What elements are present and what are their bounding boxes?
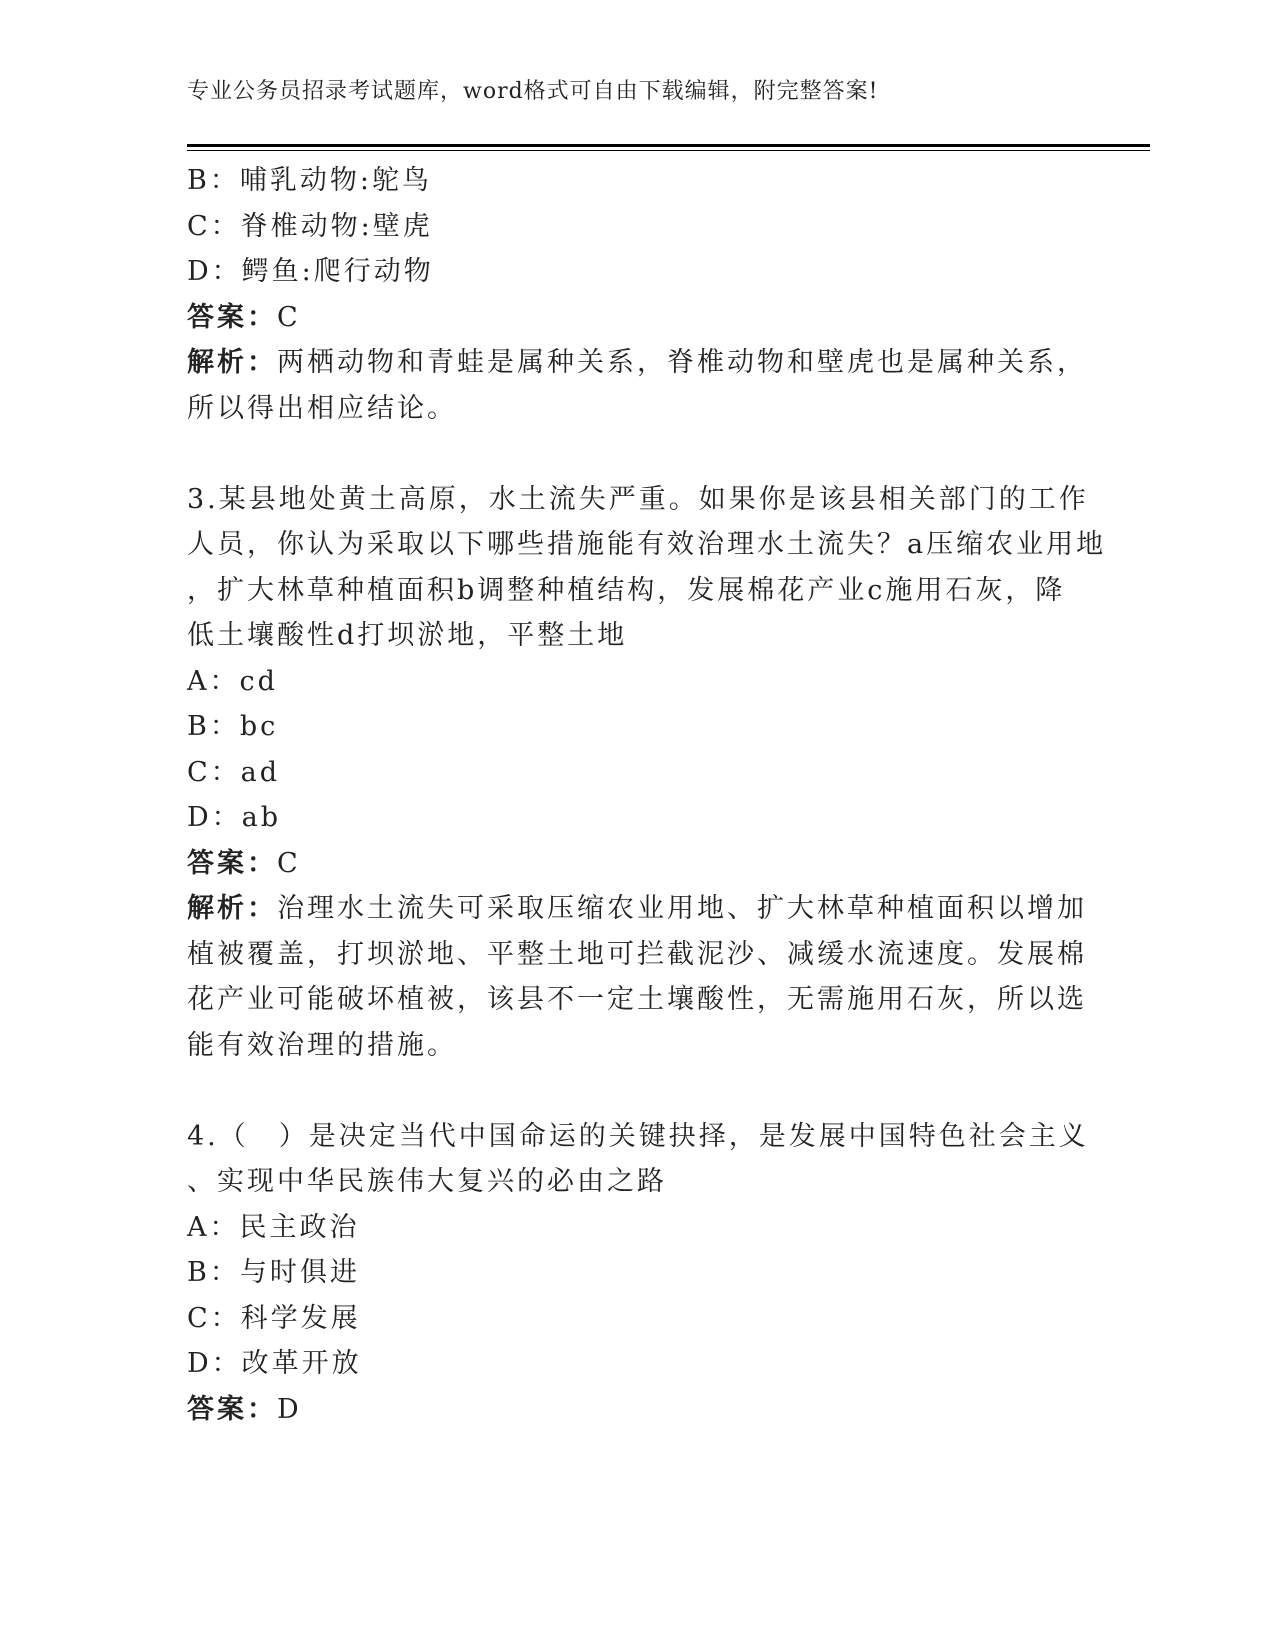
option-d: D：鳄鱼:爬行动物 xyxy=(187,256,434,287)
spacer xyxy=(187,1068,1092,1114)
option-c: C：脊椎动物:壁虎 xyxy=(187,210,433,242)
question-stem: 4.（ ）是决定当代中国命运的关键抉择，是发展中国特色社会主义 xyxy=(187,1120,1089,1152)
answer-line xyxy=(187,1387,1092,1433)
document-body xyxy=(187,158,1107,1432)
option-a: A：民主政治 xyxy=(187,1211,360,1243)
question-stem: 低土壤酸性d打坝淤地，平整土地 xyxy=(187,620,628,651)
page-header: 专业公务员招录考试题库，word格式可自由下载编辑，附完整答案! xyxy=(187,79,879,104)
option-c: C：科学发展 xyxy=(187,1302,361,1334)
analysis-line xyxy=(187,886,1092,932)
answer-line xyxy=(187,841,1092,887)
question-stem: ，扩大林草种植面积b调整种植结构，发展棉花产业c施用石灰，降 xyxy=(187,574,1066,606)
analysis-text: 两栖动物和青蛙是属种关系，脊椎动物和壁虎也是属种关系， xyxy=(277,347,1087,378)
answer-value: C xyxy=(277,847,301,879)
question-4 xyxy=(187,1114,1092,1433)
analysis-line xyxy=(187,340,1092,386)
answer-line xyxy=(187,295,1092,341)
header-rule-thin xyxy=(187,150,1150,151)
analysis-label: 解析： xyxy=(187,893,277,924)
header-rule-thick xyxy=(187,144,1150,147)
question-stem: 人员，你认为采取以下哪些措施能有效治理水土流失？a压缩农业用地 xyxy=(187,529,1107,560)
analysis-text: 治理水土流失可采取压缩农业用地、扩大林草种植面积以增加 xyxy=(277,893,1087,924)
answer-label: 答案： xyxy=(187,1393,277,1425)
analysis-text: 花产业可能破坏植被，该县不一定土壤酸性，无需施用石灰，所以选 xyxy=(187,984,1087,1015)
question-3 xyxy=(187,477,1107,1069)
analysis-label: 解析： xyxy=(187,347,277,378)
analysis-text: 能有效治理的措施。 xyxy=(187,1029,457,1061)
option-c: C：ad xyxy=(187,756,281,788)
option-d: D：ab xyxy=(187,802,282,833)
question-2-continued xyxy=(187,158,1092,431)
analysis-text: 所以得出相应结论。 xyxy=(187,392,457,424)
option-b: B：与时俱进 xyxy=(187,1257,360,1288)
answer-value: D xyxy=(277,1393,302,1425)
analysis-text: 植被覆盖，打坝淤地、平整土地可拦截泥沙、减缓水流速度。发展棉 xyxy=(187,938,1087,970)
option-b: B：bc xyxy=(187,711,279,742)
option-a: A：cd xyxy=(187,665,278,697)
option-d: D：改革开放 xyxy=(187,1348,362,1379)
option-b: B：哺乳动物:鸵鸟 xyxy=(187,165,432,196)
question-stem: 、实现中华民族伟大复兴的必由之路 xyxy=(187,1166,667,1197)
answer-value: C xyxy=(277,301,301,333)
question-stem: 3.某县地处黄土高原，水土流失严重。如果你是该县相关部门的工作 xyxy=(187,483,1089,515)
answer-label: 答案： xyxy=(187,301,277,333)
spacer xyxy=(187,431,1092,477)
answer-label: 答案： xyxy=(187,847,277,879)
